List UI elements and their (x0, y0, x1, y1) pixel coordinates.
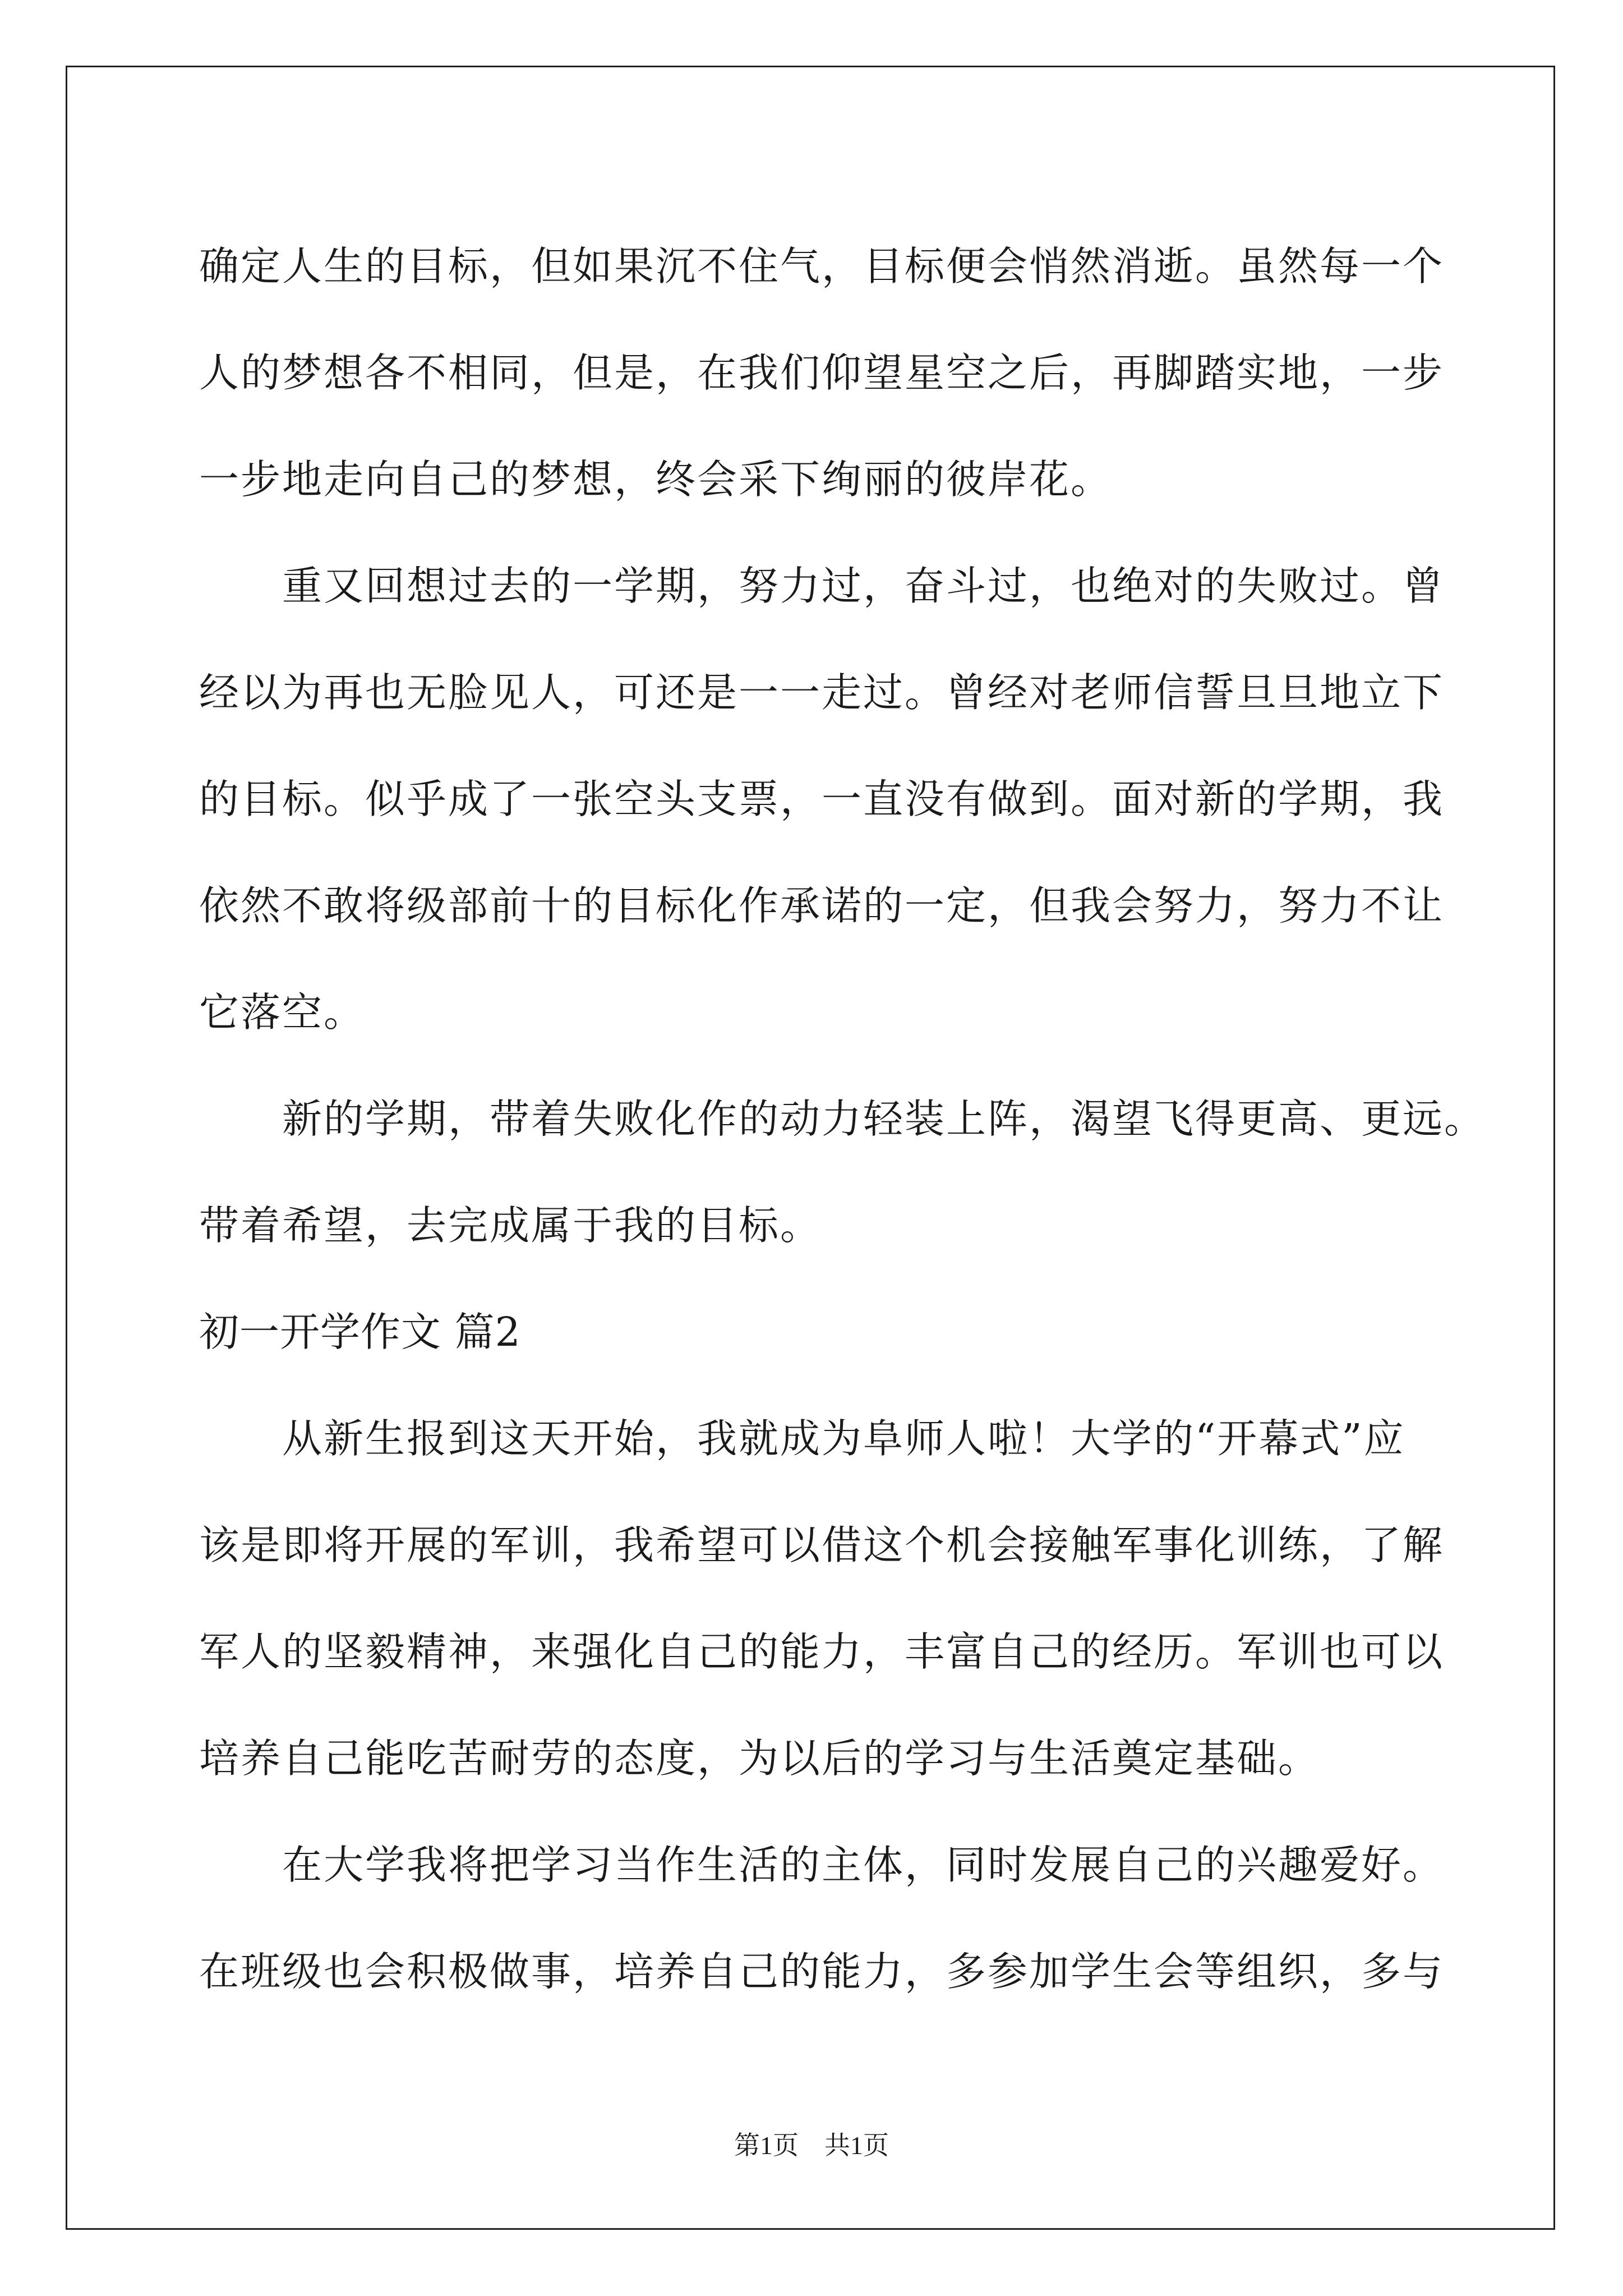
paragraph-line: 确定人生的目标，但如果沉不住气，目标便会悄然消逝。虽然每一个 (199, 243, 1445, 289)
page-total: 共1页 (824, 2131, 889, 2160)
page-number: 第1页 (734, 2131, 799, 2160)
paragraph-line: 的目标。似乎成了一张空头支票，一直没有做到。面对新的学期，我 (199, 776, 1445, 822)
paragraph-line: 经以为再也无脸见人，可还是一一走过。曾经对老师信誓旦旦地立下 (199, 669, 1445, 716)
paragraph-line: 重又回想过去的一学期，努力过，奋斗过，也绝对的失败过。曾 (282, 563, 1445, 609)
paragraph-line: 依然不敢将级部前十的目标化作承诺的一定，但我会努力，努力不让 (199, 882, 1445, 929)
section-heading: 初一开学作文 篇2 (199, 1309, 521, 1355)
document-body (199, 213, 1486, 2025)
paragraph-line: 从新生报到这天开始，我就成为阜师人啦！大学的“开幕式”应 (282, 1415, 1405, 1462)
paragraph-line: 军人的坚毅精神，来强化自己的能力，丰富自己的经历。军训也可以 (199, 1628, 1445, 1675)
page-footer (0, 2125, 1623, 2162)
paragraph-line: 带着希望，去完成属于我的目标。 (199, 1202, 822, 1249)
paragraph-line: 在班级也会积极做事，培养自己的能力，多参加学生会等组织，多与 (199, 1948, 1445, 1995)
paragraph-line: 新的学期，带着失败化作的动力轻装上阵，渴望飞得更高、更远。 (282, 1096, 1486, 1142)
paragraph-line: 在大学我将把学习当作生活的主体，同时发展自己的兴趣爱好。 (282, 1842, 1445, 1888)
paragraph-line: 它落空。 (199, 989, 366, 1036)
paragraph-line: 培养自己能吃苦耐劳的态度，为以后的学习与生活奠定基础。 (199, 1735, 1320, 1782)
paragraph-line: 一步地走向自己的梦想，终会采下绚丽的彼岸花。 (199, 456, 1113, 503)
paragraph-line: 该是即将开展的军训，我希望可以借这个机会接触军事化训练，了解 (199, 1522, 1445, 1568)
paragraph-line: 人的梦想各不相同，但是，在我们仰望星空之后，再脚踏实地，一步 (199, 349, 1445, 396)
